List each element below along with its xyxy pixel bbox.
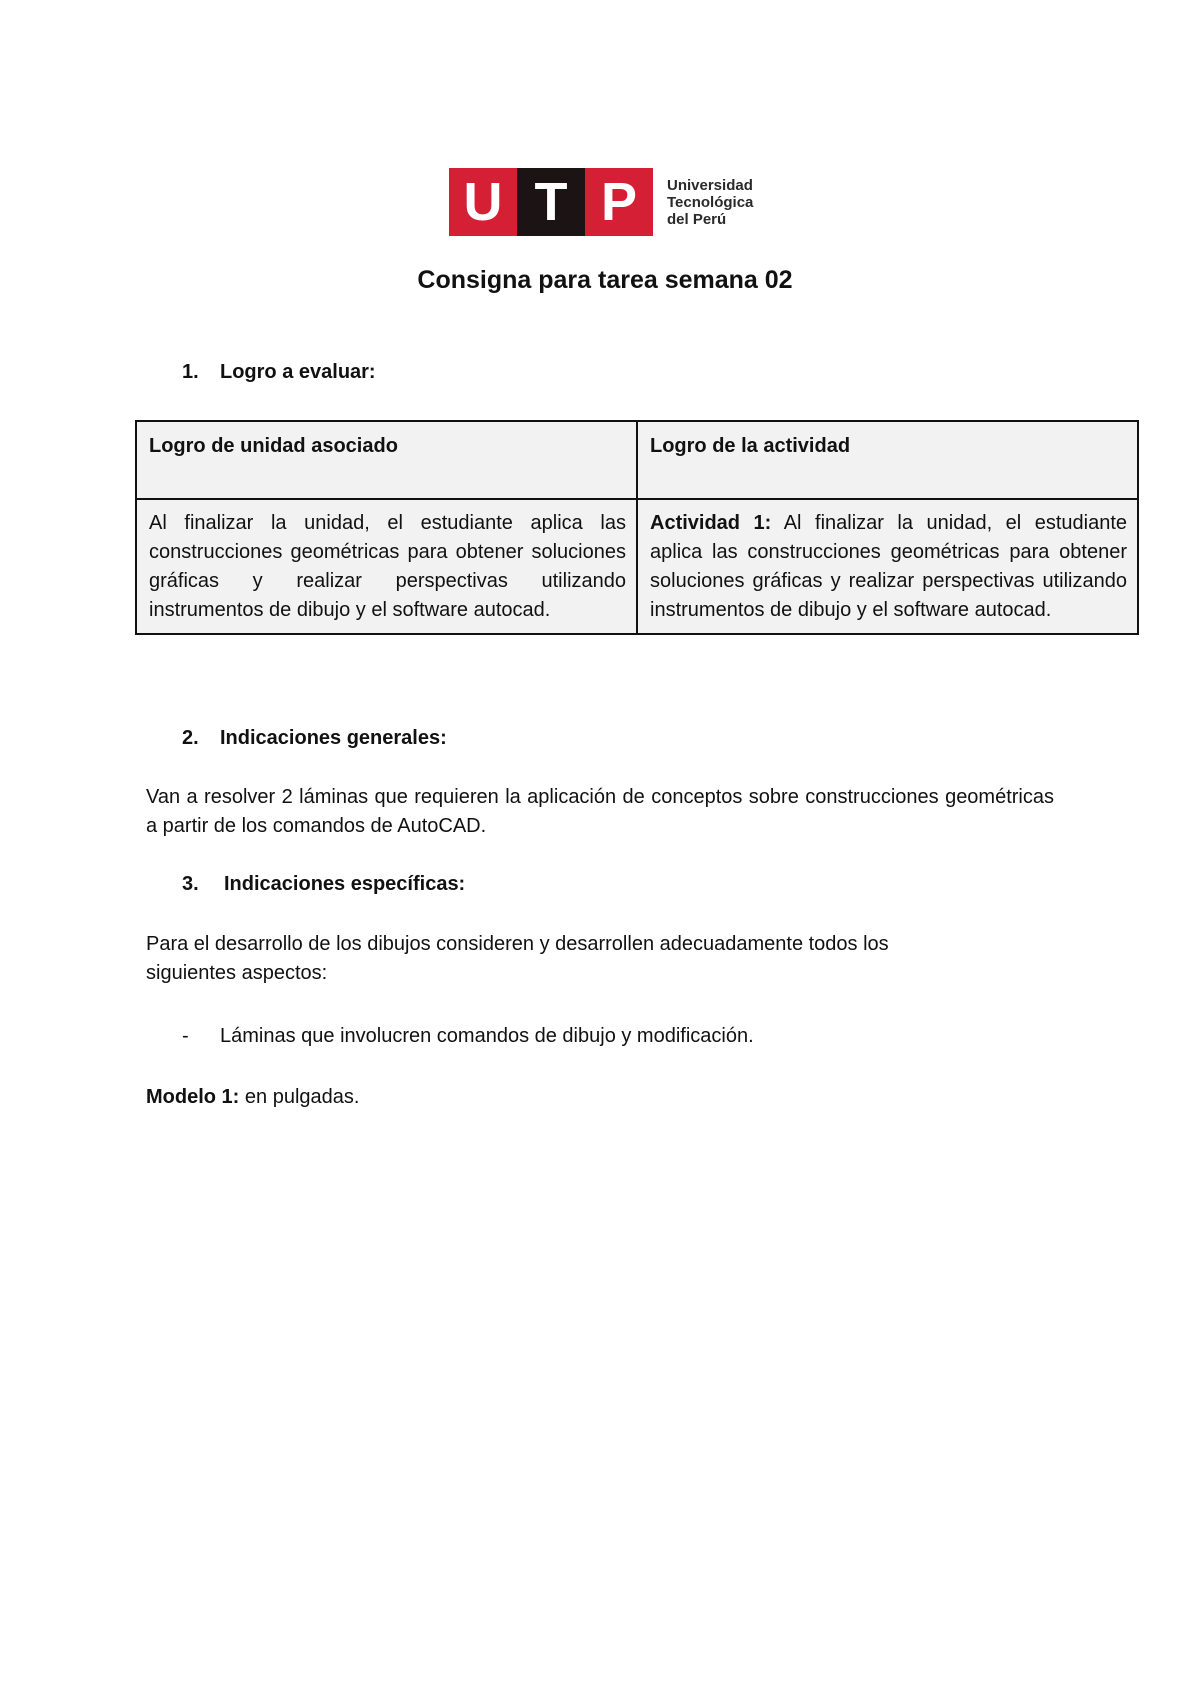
model-line <box>146 1083 359 1112</box>
document-title: Consigna para tarea semana 02 <box>417 266 793 294</box>
utp-logo <box>449 168 753 236</box>
bullet-text: Láminas que involucren comandos de dibujo y modificación. <box>220 1025 754 1047</box>
model-label: Modelo 1: <box>146 1086 240 1108</box>
table-header-activity: Logro de la actividad <box>637 421 1138 499</box>
section-3-line-1: Para el desarrollo de los dibujos consideren y desarrollen adecuadamente todos los <box>146 933 889 955</box>
logo-name-line-1: Universidad <box>667 176 753 194</box>
activity-label: Actividad 1: <box>650 512 772 534</box>
table-cell-unit-text: Al finalizar la unidad, el estudiante aplica las construcciones geométricas para obtener soluciones gráficas y realizar perspectivas utilizando instrumentos de dibujo y el software autocad. <box>136 499 637 634</box>
logo-letter-u: U <box>449 168 517 236</box>
section-3-heading <box>182 873 465 896</box>
section-3-title: Indicaciones específicas: <box>224 873 466 895</box>
logro-table <box>135 420 1139 635</box>
section-2-heading <box>182 727 447 750</box>
table-header-row <box>136 421 1138 499</box>
section-1-number: 1. <box>182 361 199 383</box>
table-row <box>136 499 1138 634</box>
model-text: en pulgadas. <box>239 1086 360 1108</box>
section-2-number: 2. <box>182 727 199 749</box>
section-3-paragraph <box>146 930 1106 988</box>
section-2-title: Indicaciones generales: <box>220 727 447 749</box>
section-3-line-2: siguientes aspectos: <box>146 962 328 984</box>
logo-letter-p: P <box>585 168 653 236</box>
section-2-paragraph: Van a resolver 2 láminas que requieren la aplicación de conceptos sobre construcciones geométricas a partir de los comandos de AutoCAD. <box>146 786 1054 837</box>
table-cell-activity <box>637 499 1138 634</box>
logo-name-line-2: Tecnológica <box>667 193 754 211</box>
bullet-dash: - <box>182 1025 189 1047</box>
section-3-number: 3. <box>182 873 199 895</box>
table-header-unit: Logro de unidad asociado <box>136 421 637 499</box>
logo-letter-t: T <box>517 168 585 236</box>
activity-text: Al finalizar la unidad, el estudiante aplica las construcciones geométricas para obtener soluciones gráficas y realizar perspectivas utilizando instrumentos de dibujo y el software autocad. <box>650 512 1127 621</box>
list-item <box>182 1025 754 1048</box>
section-1-heading <box>182 361 376 384</box>
logo-university-name <box>667 177 753 228</box>
section-1-title: Logro a evaluar: <box>220 361 376 383</box>
logo-name-line-3: del Perú <box>667 210 727 228</box>
